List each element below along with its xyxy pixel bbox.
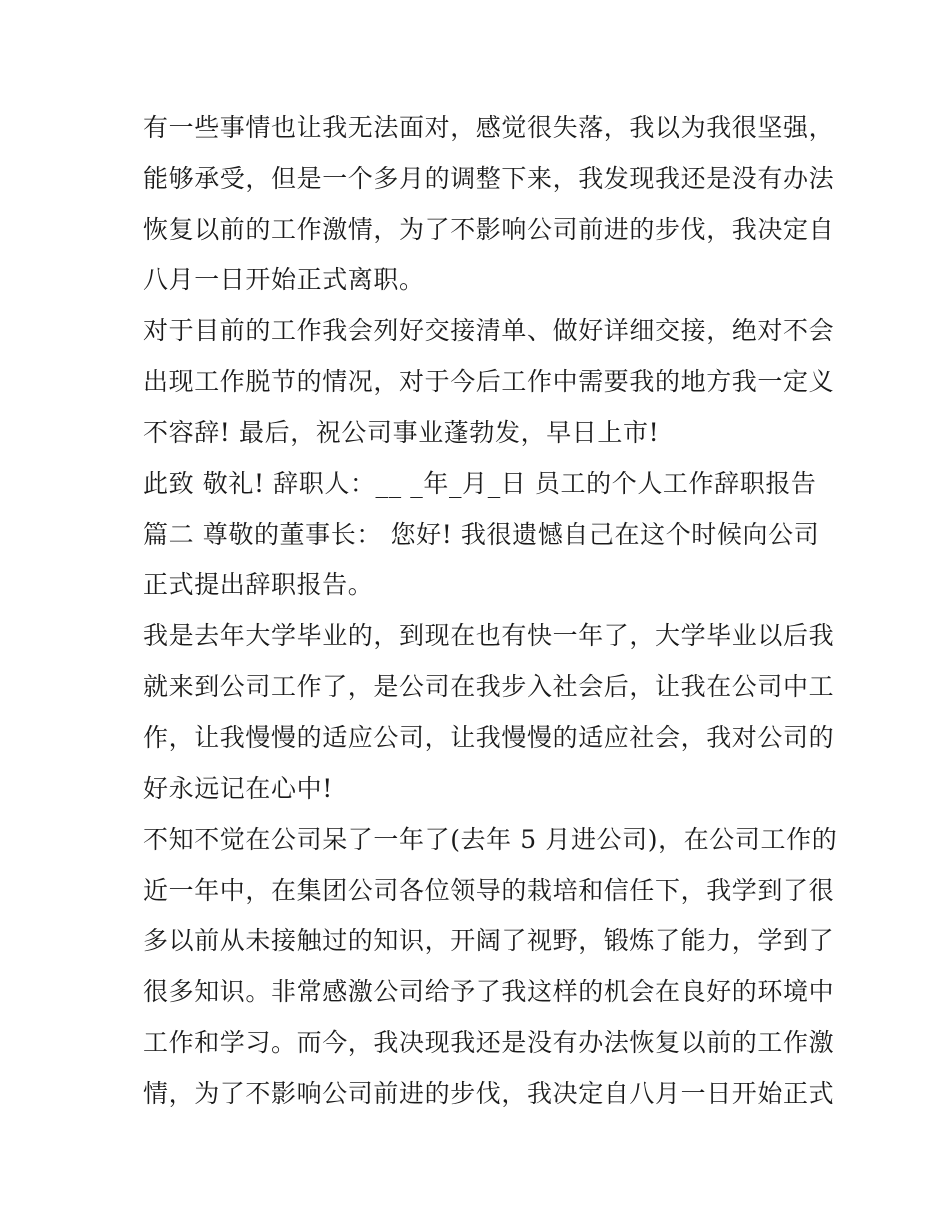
text-line: 我是去年大学毕业的，到现在也有快一年了，大学毕业以后我 [143,621,835,650]
text-line: 不知不觉在公司呆了一年了(去年 5 月进公司)，在公司工作的 [143,825,838,854]
text-line: 多以前从未接触过的知识，开阔了视野，锻炼了能力，学到了 [143,926,835,955]
text-line: 出现工作脱节的情况，对于今后工作中需要我的地方我一定义 [143,367,835,396]
text-line: 工作和学习。而今，我决现我还是没有办法恢复以前的工作激 [143,1028,835,1057]
text-line: 好永远记在心中! [143,774,333,803]
text-line: 不容辞! 最后，祝公司事业蓬勃发，早日上市! [143,418,660,447]
text-line: 此致 敬礼! 辞职人：__ _年_月_日 员工的个人工作辞职报告 [143,469,817,498]
text-line: 正式提出辞职报告。 [143,570,374,599]
text-line: 八月一日开始正式离职。 [143,265,425,294]
text-line: 篇二 尊敬的董事长： 您好! 我很遗憾自己在这个时候向公司 [143,520,820,549]
text-line: 情，为了不影响公司前进的步伐，我决定自八月一日开始正式 [143,1079,835,1108]
text-line: 很多知识。非常感激公司给予了我这样的机会在良好的环境中 [143,977,835,1006]
text-line: 就来到公司工作了，是公司在我步入社会后，让我在公司中工 [143,672,835,701]
text-line: 恢复以前的工作激情，为了不影响公司前进的步伐，我决定自 [143,215,835,244]
text-line: 能够承受，但是一个多月的调整下来，我发现我还是没有办法 [143,164,835,193]
text-line: 有一些事情也让我无法面对，感觉很失落，我以为我很坚强， [143,113,835,142]
text-line: 近一年中，在集团公司各位领导的栽培和信任下，我学到了很 [143,876,835,905]
text-line: 对于目前的工作我会列好交接清单、做好详细交接，绝对不会 [143,316,835,345]
text-line: 作，让我慢慢的适应公司，让我慢慢的适应社会，我对公司的 [143,723,835,752]
